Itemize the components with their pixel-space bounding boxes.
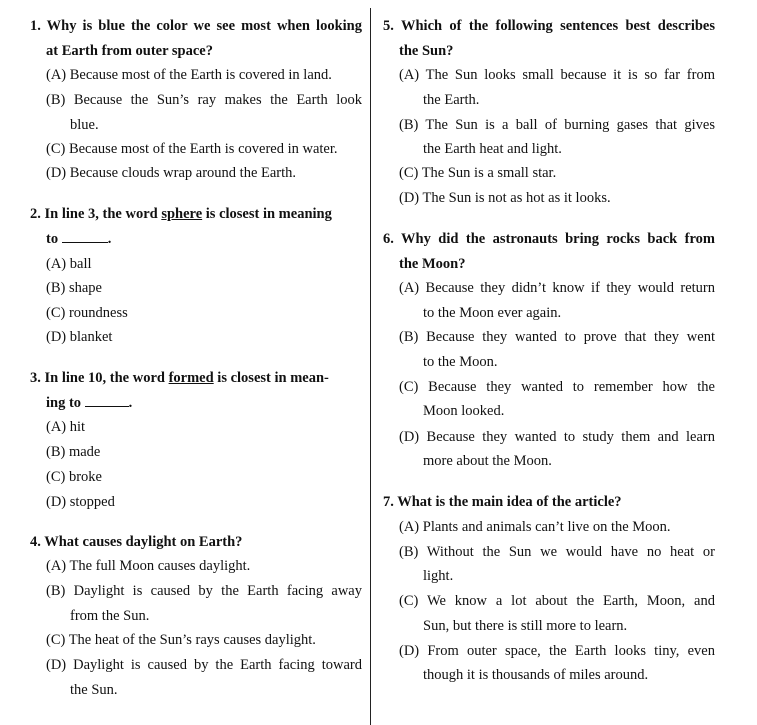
question-6-option-c-line2[interactable]: Moon looked.: [423, 403, 505, 419]
question-5-stem-line1: 5. Which of the following sentences best describes: [383, 18, 715, 34]
question-3-option-a[interactable]: (A) hit: [46, 419, 86, 435]
question-3-option-c[interactable]: (C) broke: [46, 469, 102, 485]
question-6-stem-line2: the Moon?: [399, 256, 466, 272]
question-4-option-b-line2[interactable]: from the Sun.: [70, 608, 150, 624]
question-6-option-d-line2[interactable]: more about the Moon.: [423, 453, 552, 469]
question-5-stem-line2: the Sun?: [399, 43, 454, 59]
question-1-stem-line2: at Earth from outer space?: [46, 43, 213, 59]
question-5-option-d[interactable]: (D) The Sun is not as hot as it looks.: [399, 190, 611, 206]
question-5-option-a-line2[interactable]: the Earth.: [423, 92, 480, 108]
question-7-option-b-line2[interactable]: light.: [423, 568, 454, 584]
question-7-option-a[interactable]: (A) Plants and animals can’t live on the Moon.: [399, 519, 671, 535]
question-2-stem-line2: [46, 230, 111, 248]
question-3-option-b[interactable]: (B) made: [46, 444, 101, 460]
question-4-option-c[interactable]: (C) The heat of the Sun’s rays causes daylight.: [46, 632, 316, 648]
question-1-option-c[interactable]: (C) Because most of the Earth is covered in water.: [46, 141, 338, 157]
question-1-option-d[interactable]: (D) Because clouds wrap around the Earth.: [46, 165, 297, 181]
question-7-option-c-line2[interactable]: Sun, but there is still more to learn.: [423, 618, 628, 634]
column-divider: [370, 8, 371, 725]
question-3-stem-part2: is closest in mean-: [213, 370, 329, 386]
question-4-option-d-line2[interactable]: the Sun.: [70, 682, 118, 698]
question-2-stem-line1: [30, 205, 332, 223]
question-6-stem-line1: 6. Why did the astronauts bring rocks back from: [383, 231, 715, 247]
question-6-option-d-line1[interactable]: (D) Because they wanted to study them and learn: [399, 429, 715, 445]
question-2-option-d[interactable]: (D) blanket: [46, 329, 113, 345]
question-3-stem-line2: [46, 394, 132, 412]
question-2-option-c[interactable]: (C) roundness: [46, 305, 128, 321]
question-1-option-b-line1[interactable]: (B) Because the Sun’s ray makes the Earth look: [46, 92, 362, 108]
question-6-option-a-line1[interactable]: (A) Because they didn’t know if they would return: [399, 280, 715, 296]
question-4-stem: 4. What causes daylight on Earth?: [30, 534, 243, 550]
question-4-option-b-line1[interactable]: (B) Daylight is caused by the Earth facing away: [46, 583, 362, 599]
question-3-stem-line2-start: ing to: [46, 395, 82, 411]
question-7-option-d-line1[interactable]: (D) From outer space, the Earth looks tiny, even: [399, 643, 715, 659]
question-5-option-b-line2[interactable]: the Earth heat and light.: [423, 141, 562, 157]
question-6-option-b-line1[interactable]: (B) Because they wanted to prove that they went: [399, 329, 715, 345]
question-2-option-a[interactable]: (A) ball: [46, 256, 92, 272]
question-5-option-a-line1[interactable]: (A) The Sun looks small because it is so far from: [399, 67, 715, 83]
question-1-option-b-line2[interactable]: blue.: [70, 117, 99, 133]
question-3-stem-line1: [30, 369, 329, 387]
question-5-option-c[interactable]: (C) The Sun is a small star.: [399, 165, 557, 181]
question-2-option-b[interactable]: (B) shape: [46, 280, 102, 296]
question-7-stem: 7. What is the main idea of the article?: [383, 494, 622, 510]
answer-blank[interactable]: [85, 394, 129, 407]
question-3-stem-word: formed: [168, 370, 214, 386]
question-1-stem-line1: 1. Why is blue the color we see most when looking: [30, 18, 362, 34]
question-5-option-b-line1[interactable]: (B) The Sun is a ball of burning gases that gives: [399, 117, 715, 133]
question-2-stem-line2-end: .: [107, 231, 112, 247]
answer-blank[interactable]: [62, 230, 108, 243]
question-6-option-c-line1[interactable]: (C) Because they wanted to remember how the: [399, 379, 715, 395]
question-3-stem-part1: 3. In line 10, the word: [30, 370, 169, 386]
question-4-option-d-line1[interactable]: (D) Daylight is caused by the Earth facing toward: [46, 657, 362, 673]
question-2-stem-part1: 2. In line 3, the word: [30, 206, 162, 222]
question-1-option-a[interactable]: (A) Because most of the Earth is covered in land.: [46, 67, 332, 83]
question-7-option-d-line2[interactable]: though it is thousands of miles around.: [423, 667, 649, 683]
question-3-stem-line2-end: .: [128, 395, 133, 411]
question-7-option-c-line1[interactable]: (C) We know a lot about the Earth, Moon, and: [399, 593, 715, 609]
question-3-option-d[interactable]: (D) stopped: [46, 494, 115, 510]
question-6-option-b-line2[interactable]: to the Moon.: [423, 354, 498, 370]
question-4-option-a[interactable]: (A) The full Moon causes daylight.: [46, 558, 251, 574]
question-6-option-a-line2[interactable]: to the Moon ever again.: [423, 305, 562, 321]
question-2-stem-part2: is closest in meaning: [202, 206, 332, 222]
question-2-stem-line2-start: to: [46, 231, 59, 247]
question-2-stem-word: sphere: [161, 206, 203, 222]
question-7-option-b-line1[interactable]: (B) Without the Sun we would have no heat or: [399, 544, 715, 560]
